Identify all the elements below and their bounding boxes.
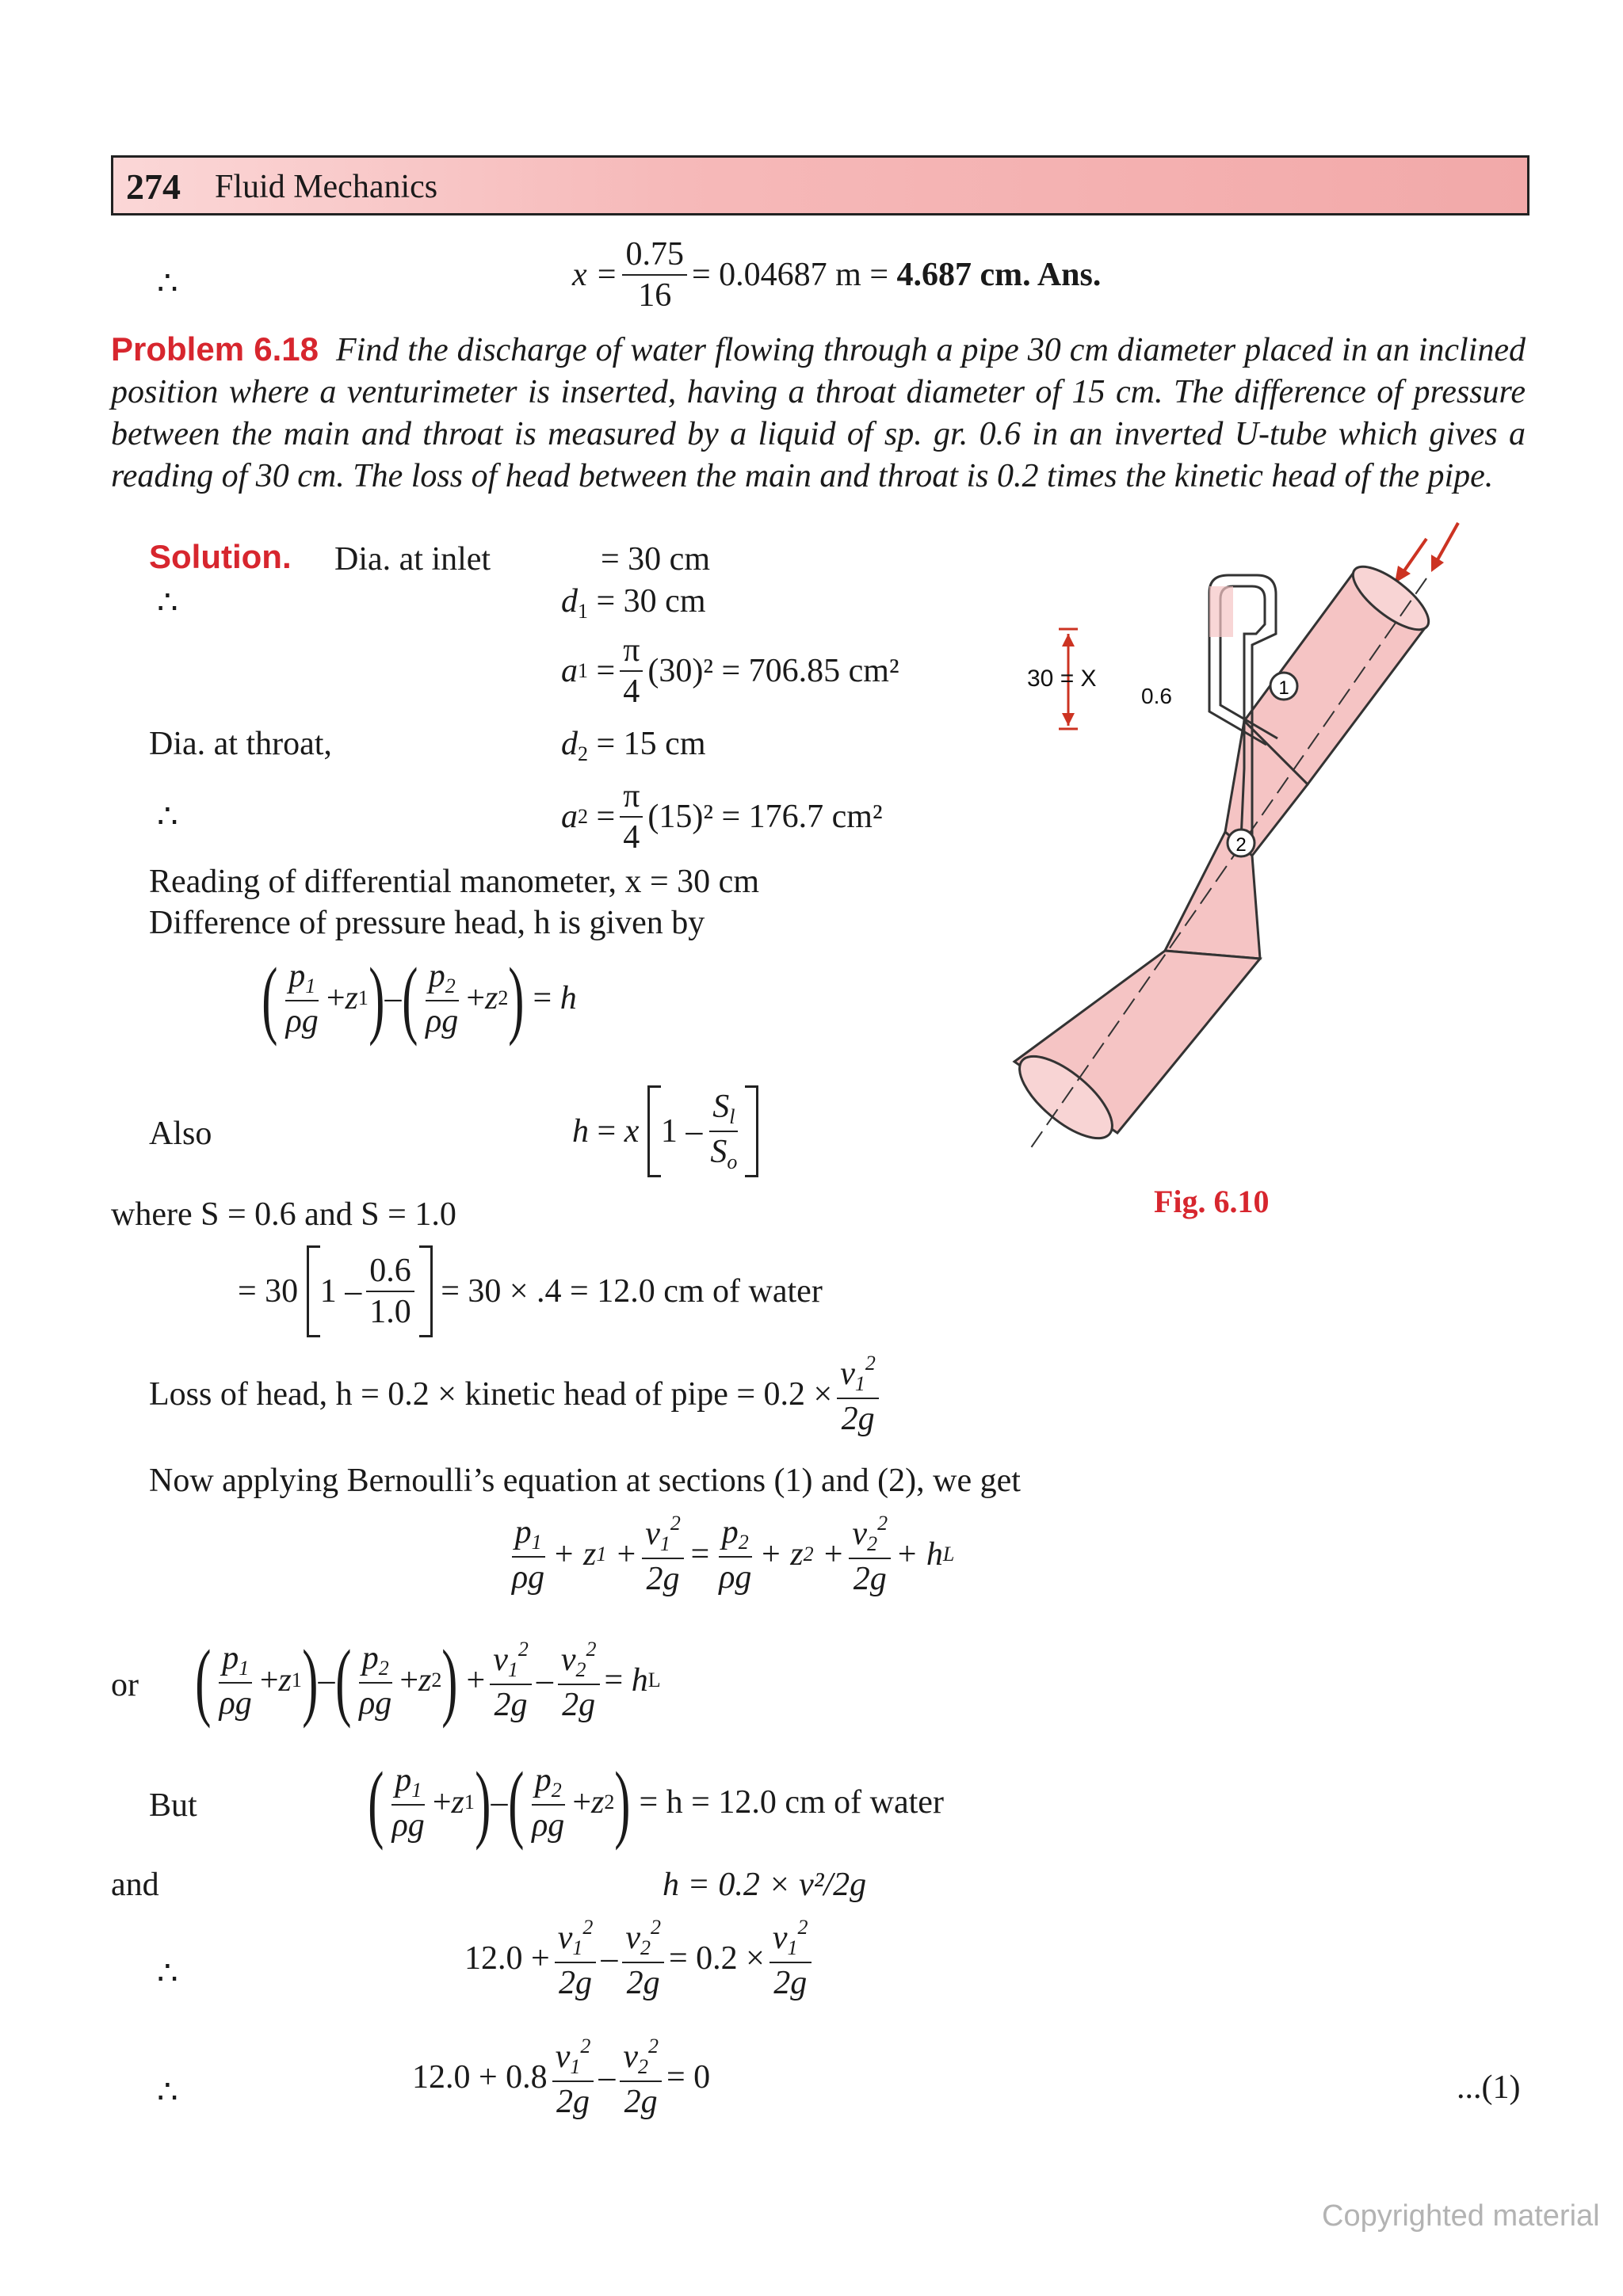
d1-line: $d_1 = 30$ cm	[561, 583, 706, 623]
result-num: 0.75	[622, 238, 687, 276]
result-fraction	[622, 238, 687, 312]
or-equation: ( $\frac{p_1}{\rho g}$ + z 1 ) – ( $\frac{p_2}{\rho g}$ + z 2 ) + $\frac{v_1^2}{2g}$ – $\frac{v_2^2}{2g}$ = h L	[195, 1632, 661, 1729]
result-den: 16	[638, 277, 672, 314]
bernoulli-equation: $\frac{p_1}{\rho g}$ + z 1 + $\frac{v_1^2}{2g}$ = $\frac{p_2}{\rho g}$ + z 2 + $\frac{v_2^2}{2g}$ + h L	[512, 1512, 955, 1597]
book-title: Fluid Mechanics	[215, 169, 438, 205]
eq2-lhs: 12.0 + 0.8	[412, 2059, 548, 2096]
inlet-value: = 30 cm	[601, 541, 710, 578]
copyright-text: Copyrighted material	[1322, 2199, 1600, 2233]
section-2-label: 2	[1235, 834, 1247, 856]
throat-label: Dia. at throat,	[149, 726, 332, 762]
but-rhs: = h = 12.0 cm of water	[639, 1784, 944, 1821]
loss-line: Loss of head, h = 0.2 × kinetic head of pipe = 0.2 × $\frac{v_1^2}{2g}$	[149, 1353, 884, 1436]
pressure-line: Difference of pressure head, h is given by	[149, 905, 705, 941]
equation-substituted: 12.0 + $\frac{v_1^2}{2g}$ – $\frac{v_2^2}{2g}$ = 0.2 × $\frac{v_1^2}{2g}$	[464, 1917, 816, 2000]
inlet-label: Dia. at inlet	[334, 541, 491, 578]
solution-label: Solution.	[149, 538, 292, 575]
figure-caption: Fig. 6.10	[1154, 1184, 1270, 1219]
but-label: But	[149, 1787, 197, 1824]
d2-line: $d_2 = 15$ cm	[561, 726, 706, 765]
problem-text: Find the discharge of water flowing through a pipe 30 cm diameter placed in an inclined position where a venturimeter is inserted, having a throat diameter of 15 cm. The difference of pressure between the main and throat is measured by a liquid of sp. gr. 0.6 in an inverted U-tube which gives a reading of 30 cm. The loss of head between the main and throat is 0.2 times the kinetic head of the pipe.	[111, 332, 1526, 494]
or-label: or	[111, 1667, 139, 1703]
page-number: 274	[126, 166, 181, 207]
page-header	[111, 155, 1529, 215]
where-line: where S = 0.6 and S = 1.0	[111, 1196, 456, 1233]
therefore-3: ∴	[157, 1955, 178, 1992]
top-result	[572, 238, 1101, 312]
flow-arrow-1	[1401, 539, 1426, 575]
d2-value: = 15 cm	[596, 726, 706, 762]
sp-gr-label: 0.6	[1141, 684, 1172, 708]
pressure-head-equation: ( $\frac{p_1}{\rho g}$ + z 1 ) – ( $\frac{p_2}{\rho g}$ + z 2 ) = h	[262, 950, 577, 1047]
eq1-rhs: = 0.2 ×	[669, 1940, 765, 1977]
bernoulli-line: Now applying Bernoulli’s equation at sections (1) and (2), we get	[149, 1463, 1021, 1499]
therefore-4: ∴	[157, 2074, 178, 2111]
therefore-1: ∴	[157, 585, 178, 621]
and-label: and	[111, 1867, 159, 1903]
manometer-line: Reading of differential manometer, x = 30 cm	[149, 864, 759, 900]
section-1-label: 1	[1278, 677, 1289, 699]
calc-equation: = 30 1 – $\frac{0.6}{1.0}$ = 30 × .4 = 12.0 cm of water	[238, 1245, 823, 1337]
venturimeter-figure	[983, 507, 1506, 1173]
but-equation: ( $\frac{p_1}{\rho g}$ + z 1 ) – ( $\frac{p_2}{\rho g}$ + z 2 ) = h = 12.0 cm of water	[368, 1754, 944, 1851]
therefore-symbol: ∴	[157, 265, 178, 302]
a1-line: a 1 = $\frac{\pi}{4}$ (30)² = 706.85 cm²	[561, 632, 899, 710]
a1-value: (30)² = 706.85 cm²	[647, 653, 899, 689]
a2-value: (15)² = 176.7 cm²	[647, 799, 883, 835]
also-label: Also	[149, 1116, 212, 1152]
equation-number: ...(1)	[1457, 2069, 1521, 2106]
result-value: = 0.04687 m =	[691, 257, 889, 293]
a2-line: a 2 = $\frac{\pi}{4}$ (15)² = 176.7 cm²	[561, 778, 883, 856]
problem-statement	[111, 328, 1526, 498]
h-equation: h = x 1 – $\frac{S_l}{S_o}$	[572, 1085, 758, 1177]
therefore-2: ∴	[157, 799, 178, 835]
problem-label: Problem 6.18	[111, 330, 319, 368]
flow-arrow-2	[1436, 523, 1458, 563]
eq2-rhs: = 0	[666, 2059, 711, 2096]
result-lhs: x =	[572, 257, 618, 293]
equation-1: 12.0 + 0.8 $\frac{v_1^2}{2g}$ – $\frac{v_2^2}{2g}$ = 0	[412, 2035, 711, 2120]
eq1-lhs: 12.0 +	[464, 1940, 550, 1977]
result-answer: 4.687 cm. Ans.	[896, 257, 1102, 293]
dimension-label: 30 = X	[1027, 666, 1097, 692]
d1-value: = 30 cm	[596, 583, 706, 620]
and-equation: h = 0.2 × v²/2g	[663, 1867, 867, 1903]
loss-text: Loss of head, h = 0.2 × kinetic head of pipe = 0.2 ×	[149, 1376, 833, 1413]
calc-result: = 30 × .4 = 12.0 cm of water	[441, 1273, 823, 1310]
